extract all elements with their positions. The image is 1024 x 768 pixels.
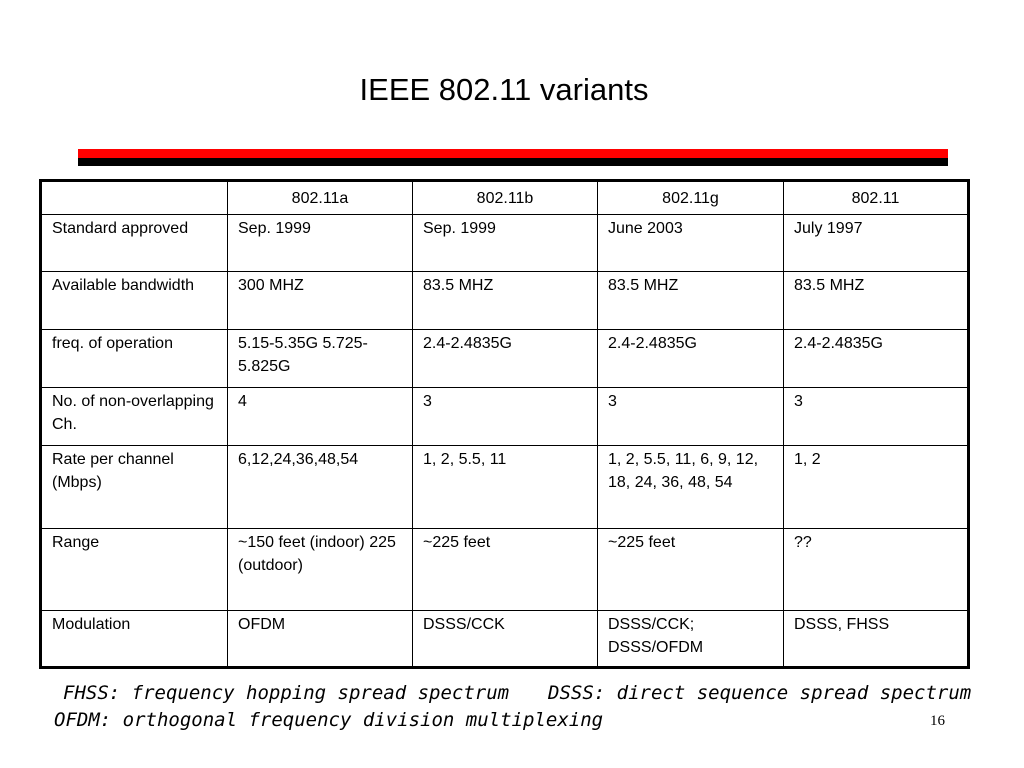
table-cell: ~225 feet	[413, 529, 598, 611]
table-cell: 1, 2, 5.5, 11, 6, 9, 12, 18, 24, 36, 48, 54	[598, 446, 784, 529]
table-row-frequency	[41, 330, 969, 388]
table-cell: 83.5 MHZ	[784, 272, 969, 330]
table-cell: June 2003	[598, 215, 784, 272]
table-cell: ??	[784, 529, 969, 611]
table-cell: DSSS, FHSS	[784, 611, 969, 668]
row-label: No. of non-overlapping Ch.	[41, 388, 228, 446]
table-row-channels	[41, 388, 969, 446]
table-row-rate	[41, 446, 969, 529]
table-cell: Sep. 1999	[413, 215, 598, 272]
table-cell: 2.4-2.4835G	[413, 330, 598, 388]
table-cell: 1, 2, 5.5, 11	[413, 446, 598, 529]
row-label: Range	[41, 529, 228, 611]
header-80211: 802.11	[784, 181, 969, 215]
table-cell: 4	[228, 388, 413, 446]
row-label: Available bandwidth	[41, 272, 228, 330]
table-row-modulation	[41, 611, 969, 668]
table-cell: 3	[784, 388, 969, 446]
header-80211a: 802.11a	[228, 181, 413, 215]
table-cell: ~150 feet (indoor) 225 (outdoor)	[228, 529, 413, 611]
slide-title: IEEE 802.11 variants	[359, 72, 649, 107]
table-cell: Sep. 1999	[228, 215, 413, 272]
table-row-range	[41, 529, 969, 611]
footnote-dsss: DSSS: direct sequence spread spectrum	[548, 682, 972, 704]
table-cell: 3	[598, 388, 784, 446]
row-label: Standard approved	[41, 215, 228, 272]
header-80211b: 802.11b	[413, 181, 598, 215]
title-rule-red	[78, 149, 948, 158]
header-80211g: 802.11g	[598, 181, 784, 215]
row-label: Modulation	[41, 611, 228, 668]
table-cell: ~225 feet	[598, 529, 784, 611]
page-number: 16	[930, 713, 945, 729]
table-cell: 6,12,24,36,48,54	[228, 446, 413, 529]
table-row-available-bandwidth	[41, 272, 969, 330]
table-cell: 1, 2	[784, 446, 969, 529]
table-cell: 83.5 MHZ	[413, 272, 598, 330]
table-cell: OFDM	[228, 611, 413, 668]
table-cell: 300 MHZ	[228, 272, 413, 330]
table-cell: 5.15-5.35G 5.725-5.825G	[228, 330, 413, 388]
table-cell: 2.4-2.4835G	[784, 330, 969, 388]
table-cell: DSSS/CCK; DSSS/OFDM	[598, 611, 784, 668]
table-cell: July 1997	[784, 215, 969, 272]
variants-table	[39, 179, 970, 669]
footnote-fhss: FHSS: frequency hopping spread spectrum	[63, 682, 510, 704]
header-corner-cell	[41, 181, 228, 215]
table-cell: 83.5 MHZ	[598, 272, 784, 330]
table-header-row	[41, 181, 969, 215]
row-label: freq. of operation	[41, 330, 228, 388]
footnote-ofdm: OFDM: orthogonal frequency division multiplexing	[54, 709, 604, 731]
table-row-standard-approved	[41, 215, 969, 272]
table-cell: DSSS/CCK	[413, 611, 598, 668]
row-label: Rate per channel (Mbps)	[41, 446, 228, 529]
title-rule-black	[78, 158, 948, 166]
table-cell: 3	[413, 388, 598, 446]
table-cell: 2.4-2.4835G	[598, 330, 784, 388]
